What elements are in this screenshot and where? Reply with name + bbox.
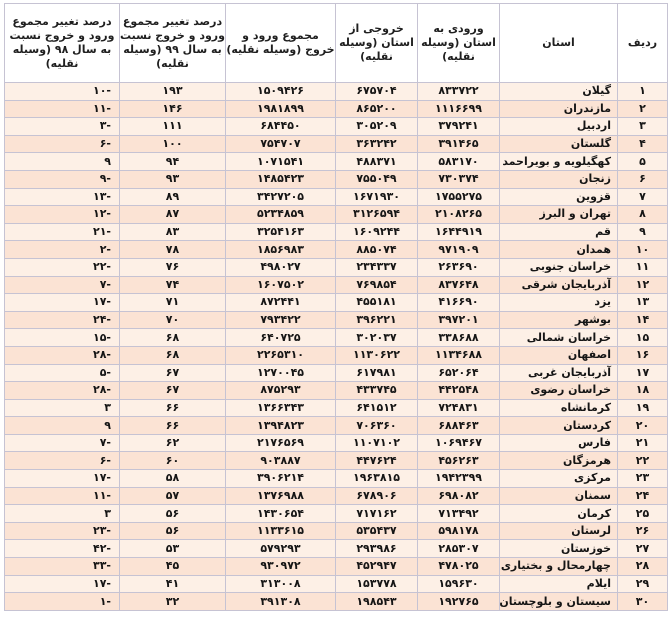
row-number-cell: ۲	[618, 100, 668, 118]
row-number-cell: ۱۰	[618, 241, 668, 259]
outbound-cell: ۴۵۲۹۴۷	[336, 558, 418, 576]
table-row	[5, 487, 668, 505]
province-cell: کرمانشاه	[500, 399, 618, 417]
change-98-cell: -۶	[5, 452, 120, 470]
change-99-cell: ۱۴۶	[120, 100, 226, 118]
province-cell: فارس	[500, 434, 618, 452]
province-cell: کردستان	[500, 417, 618, 435]
change-98-cell: -۱	[5, 593, 120, 611]
change-98-cell: -۴۲	[5, 540, 120, 558]
province-traffic-table	[4, 3, 668, 611]
inbound-cell: ۶۹۸۰۸۲	[418, 487, 500, 505]
change-98-cell: -۱۳	[5, 188, 120, 206]
province-cell: قزوین	[500, 188, 618, 206]
row-number-cell: ۳	[618, 118, 668, 136]
total-cell: ۸۷۵۲۹۳	[226, 382, 336, 400]
province-cell: لرستان	[500, 522, 618, 540]
outbound-cell: ۸۶۵۲۰۰	[336, 100, 418, 118]
province-cell: خراسان جنوبی	[500, 258, 618, 276]
change-98-cell: ۳	[5, 505, 120, 523]
inbound-cell: ۶۸۸۴۶۳	[418, 417, 500, 435]
province-cell: آذربایجان غربی	[500, 364, 618, 382]
outbound-cell: ۸۸۵۰۷۴	[336, 241, 418, 259]
change-98-cell: -۱۷	[5, 575, 120, 593]
inbound-cell: ۵۹۸۱۷۸	[418, 522, 500, 540]
table-row	[5, 241, 668, 259]
change-99-cell: ۹۴	[120, 153, 226, 171]
change-99-cell: ۷۱	[120, 294, 226, 312]
inbound-cell: ۴۷۸۰۲۵	[418, 558, 500, 576]
outbound-cell: ۱۵۳۷۷۸	[336, 575, 418, 593]
total-cell: ۹۳۰۹۷۲	[226, 558, 336, 576]
total-cell: ۱۴۳۰۶۵۴	[226, 505, 336, 523]
row-number-cell: ۱۴	[618, 311, 668, 329]
outbound-cell: ۶۱۷۹۸۱	[336, 364, 418, 382]
change-98-cell: -۵	[5, 364, 120, 382]
row-number-cell: ۱۵	[618, 329, 668, 347]
row-number-cell: ۲۱	[618, 434, 668, 452]
outbound-cell: ۳۶۳۲۴۲	[336, 135, 418, 153]
change-99-cell: ۴۵	[120, 558, 226, 576]
province-cell: هرمزگان	[500, 452, 618, 470]
change-98-cell: -۱۰	[5, 83, 120, 101]
table-row	[5, 276, 668, 294]
total-cell: ۱۹۸۱۸۹۹	[226, 100, 336, 118]
total-cell: ۵۲۳۴۸۵۹	[226, 206, 336, 224]
inbound-cell: ۶۵۲۰۶۴	[418, 364, 500, 382]
change-98-cell: -۲۱	[5, 223, 120, 241]
province-cell: خراسان رضوی	[500, 382, 618, 400]
total-cell: ۷۹۳۴۲۲	[226, 311, 336, 329]
inbound-cell: ۱۹۲۷۶۵	[418, 593, 500, 611]
province-cell: مرکزی	[500, 470, 618, 488]
outbound-cell: ۱۶۷۱۹۳۰	[336, 188, 418, 206]
change-99-cell: ۶۸	[120, 329, 226, 347]
row-number-cell: ۴	[618, 135, 668, 153]
outbound-cell: ۱۱۳۰۶۲۲	[336, 346, 418, 364]
inbound-cell: ۲۱۰۸۲۶۵	[418, 206, 500, 224]
change-98-cell: ۹	[5, 417, 120, 435]
outbound-cell: ۷۰۶۳۶۰	[336, 417, 418, 435]
row-number-cell: ۶	[618, 170, 668, 188]
table-row	[5, 135, 668, 153]
inbound-cell: ۱۰۶۹۴۶۷	[418, 434, 500, 452]
province-cell: قم	[500, 223, 618, 241]
total-cell: ۱۱۳۳۶۱۵	[226, 522, 336, 540]
row-number-cell: ۱۷	[618, 364, 668, 382]
outbound-cell: ۴۴۷۶۲۴	[336, 452, 418, 470]
inbound-cell: ۴۵۶۲۶۳	[418, 452, 500, 470]
change-98-cell: -۲۸	[5, 382, 120, 400]
change-98-cell: -۲	[5, 241, 120, 259]
table-row	[5, 258, 668, 276]
change-99-cell: ۸۷	[120, 206, 226, 224]
outbound-cell: ۱۹۶۳۸۱۵	[336, 470, 418, 488]
change-98-cell: ۹	[5, 153, 120, 171]
outbound-cell: ۴۳۳۷۴۵	[336, 382, 418, 400]
row-number-cell: ۱۹	[618, 399, 668, 417]
outbound-cell: ۷۶۹۸۵۴	[336, 276, 418, 294]
province-cell: اردبیل	[500, 118, 618, 136]
row-number-cell: ۵	[618, 153, 668, 171]
table-row	[5, 329, 668, 347]
inbound-cell: ۷۳۰۳۷۴	[418, 170, 500, 188]
total-cell: ۳۴۲۷۲۰۵	[226, 188, 336, 206]
header-inbound: ورودی به استان (وسیله نقلیه)	[418, 4, 500, 83]
change-98-cell: -۱۷	[5, 294, 120, 312]
total-cell: ۶۸۴۴۵۰	[226, 118, 336, 136]
change-98-cell: -۱۱	[5, 487, 120, 505]
inbound-cell: ۱۹۴۲۳۹۹	[418, 470, 500, 488]
table-row	[5, 100, 668, 118]
table-row	[5, 188, 668, 206]
outbound-cell: ۱۱۰۷۱۰۲	[336, 434, 418, 452]
province-cell: گیلان	[500, 83, 618, 101]
table-row	[5, 575, 668, 593]
header-change-99: درصد تغییر مجموع ورود و خروج نسبت به سال ۹۹ (وسیله نقلیه)	[120, 4, 226, 83]
row-number-cell: ۲۹	[618, 575, 668, 593]
header-province: استان	[500, 4, 618, 83]
province-cell: خراسان شمالی	[500, 329, 618, 347]
outbound-cell: ۴۸۸۳۷۱	[336, 153, 418, 171]
row-number-cell: ۲۵	[618, 505, 668, 523]
row-number-cell: ۷	[618, 188, 668, 206]
total-cell: ۱۳۷۶۹۸۸	[226, 487, 336, 505]
table-row	[5, 118, 668, 136]
total-cell: ۹۰۳۸۸۷	[226, 452, 336, 470]
table-row	[5, 399, 668, 417]
outbound-cell: ۳۰۲۰۳۷	[336, 329, 418, 347]
table-row	[5, 505, 668, 523]
province-cell: همدان	[500, 241, 618, 259]
change-98-cell: -۱۷	[5, 470, 120, 488]
table-row	[5, 206, 668, 224]
outbound-cell: ۳۰۵۲۰۹	[336, 118, 418, 136]
change-99-cell: ۶۶	[120, 399, 226, 417]
table-row	[5, 522, 668, 540]
inbound-cell: ۱۱۳۴۶۸۸	[418, 346, 500, 364]
inbound-cell: ۷۱۳۴۹۲	[418, 505, 500, 523]
change-98-cell: -۷	[5, 276, 120, 294]
change-98-cell: -۳۳	[5, 558, 120, 576]
change-99-cell: ۶۷	[120, 382, 226, 400]
total-cell: ۱۰۷۱۵۴۱	[226, 153, 336, 171]
province-cell: سمنان	[500, 487, 618, 505]
inbound-cell: ۲۸۵۳۰۷	[418, 540, 500, 558]
change-98-cell: ۳	[5, 399, 120, 417]
change-98-cell: -۱۲	[5, 206, 120, 224]
header-row-number: ردیف	[618, 4, 668, 83]
change-98-cell: -۷	[5, 434, 120, 452]
header-total: مجموع ورود و خروج (وسیله نقلیه)	[226, 4, 336, 83]
row-number-cell: ۲۳	[618, 470, 668, 488]
outbound-cell: ۲۳۴۳۳۷	[336, 258, 418, 276]
change-99-cell: ۶۰	[120, 452, 226, 470]
province-cell: تهران و البرز	[500, 206, 618, 224]
table-row	[5, 153, 668, 171]
row-number-cell: ۹	[618, 223, 668, 241]
province-cell: اصفهان	[500, 346, 618, 364]
total-cell: ۲۲۶۵۳۱۰	[226, 346, 336, 364]
table-row	[5, 311, 668, 329]
total-cell: ۴۹۸۰۲۷	[226, 258, 336, 276]
province-cell: آذربایجان شرقی	[500, 276, 618, 294]
total-cell: ۷۵۴۷۰۷	[226, 135, 336, 153]
inbound-cell: ۳۹۱۴۶۵	[418, 135, 500, 153]
change-99-cell: ۸۳	[120, 223, 226, 241]
change-99-cell: ۷۰	[120, 311, 226, 329]
table-row	[5, 470, 668, 488]
table-row	[5, 540, 668, 558]
outbound-cell: ۷۵۵۰۴۹	[336, 170, 418, 188]
change-99-cell: ۱۰۰	[120, 135, 226, 153]
province-cell: چهارمحال و بختیاری	[500, 558, 618, 576]
inbound-cell: ۳۹۷۲۰۱	[418, 311, 500, 329]
row-number-cell: ۸	[618, 206, 668, 224]
change-99-cell: ۸۹	[120, 188, 226, 206]
inbound-cell: ۴۴۲۵۴۸	[418, 382, 500, 400]
total-cell: ۱۵۰۹۴۲۶	[226, 83, 336, 101]
inbound-cell: ۱۵۹۶۳۰	[418, 575, 500, 593]
table-row	[5, 170, 668, 188]
province-cell: مازندران	[500, 100, 618, 118]
row-number-cell: ۲۸	[618, 558, 668, 576]
row-number-cell: ۳۰	[618, 593, 668, 611]
province-cell: زنجان	[500, 170, 618, 188]
outbound-cell: ۶۴۱۵۱۲	[336, 399, 418, 417]
province-cell: ایلام	[500, 575, 618, 593]
change-99-cell: ۶۶	[120, 417, 226, 435]
province-cell: بوشهر	[500, 311, 618, 329]
table-row	[5, 223, 668, 241]
outbound-cell: ۱۶۰۹۲۴۴	[336, 223, 418, 241]
inbound-cell: ۸۳۳۷۲۲	[418, 83, 500, 101]
total-cell: ۱۳۶۶۳۴۳	[226, 399, 336, 417]
change-98-cell: -۶	[5, 135, 120, 153]
change-98-cell: -۳	[5, 118, 120, 136]
total-cell: ۳۹۰۶۲۱۴	[226, 470, 336, 488]
total-cell: ۳۱۳۰۰۸	[226, 575, 336, 593]
inbound-cell: ۱۷۵۵۲۷۵	[418, 188, 500, 206]
change-99-cell: ۱۱۱	[120, 118, 226, 136]
table-header-row	[5, 4, 668, 83]
change-98-cell: -۲۴	[5, 311, 120, 329]
table-row	[5, 346, 668, 364]
total-cell: ۶۴۰۷۲۵	[226, 329, 336, 347]
change-99-cell: ۵۶	[120, 505, 226, 523]
change-99-cell: ۶۷	[120, 364, 226, 382]
change-99-cell: ۷۶	[120, 258, 226, 276]
inbound-cell: ۷۲۴۸۳۱	[418, 399, 500, 417]
total-cell: ۱۲۷۰۰۴۵	[226, 364, 336, 382]
total-cell: ۱۶۰۷۵۰۲	[226, 276, 336, 294]
change-99-cell: ۵۶	[120, 522, 226, 540]
table-row	[5, 83, 668, 101]
outbound-cell: ۳۱۲۶۵۹۴	[336, 206, 418, 224]
total-cell: ۵۷۹۲۹۳	[226, 540, 336, 558]
outbound-cell: ۲۹۳۹۸۶	[336, 540, 418, 558]
table-row	[5, 434, 668, 452]
change-99-cell: ۳۲	[120, 593, 226, 611]
inbound-cell: ۱۱۱۶۶۹۹	[418, 100, 500, 118]
inbound-cell: ۹۷۱۹۰۹	[418, 241, 500, 259]
table-row	[5, 452, 668, 470]
change-98-cell: -۲۳	[5, 522, 120, 540]
row-number-cell: ۲۷	[618, 540, 668, 558]
row-number-cell: ۲۲	[618, 452, 668, 470]
inbound-cell: ۱۶۴۴۹۱۹	[418, 223, 500, 241]
change-99-cell: ۵۸	[120, 470, 226, 488]
change-98-cell: -۲۲	[5, 258, 120, 276]
change-99-cell: ۶۲	[120, 434, 226, 452]
table-row	[5, 558, 668, 576]
total-cell: ۳۹۱۳۰۸	[226, 593, 336, 611]
outbound-cell: ۵۳۵۴۳۷	[336, 522, 418, 540]
table-row	[5, 294, 668, 312]
change-99-cell: ۹۳	[120, 170, 226, 188]
table-body	[5, 83, 668, 611]
table-row	[5, 382, 668, 400]
change-98-cell: -۱۱	[5, 100, 120, 118]
change-98-cell: -۹	[5, 170, 120, 188]
inbound-cell: ۳۷۹۲۴۱	[418, 118, 500, 136]
change-99-cell: ۶۸	[120, 346, 226, 364]
province-cell: کرمان	[500, 505, 618, 523]
inbound-cell: ۴۱۶۶۹۰	[418, 294, 500, 312]
header-change-98: درصد تغییر مجموع ورود و خروج نسبت به سال ۹۸ (وسیله نقلیه)	[5, 4, 120, 83]
total-cell: ۳۲۵۴۱۶۳	[226, 223, 336, 241]
province-cell: کهگیلویه و بویراحمد	[500, 153, 618, 171]
table-row	[5, 364, 668, 382]
outbound-cell: ۷۱۷۱۶۲	[336, 505, 418, 523]
change-98-cell: -۲۸	[5, 346, 120, 364]
province-cell: یزد	[500, 294, 618, 312]
row-number-cell: ۲۰	[618, 417, 668, 435]
row-number-cell: ۱۸	[618, 382, 668, 400]
inbound-cell: ۸۳۷۶۴۸	[418, 276, 500, 294]
province-cell: گلستان	[500, 135, 618, 153]
header-outbound: خروجی از استان (وسیله نقلیه)	[336, 4, 418, 83]
total-cell: ۱۴۸۵۴۲۳	[226, 170, 336, 188]
change-99-cell: ۵۷	[120, 487, 226, 505]
change-99-cell: ۴۱	[120, 575, 226, 593]
change-99-cell: ۷۴	[120, 276, 226, 294]
row-number-cell: ۱۶	[618, 346, 668, 364]
change-99-cell: ۱۹۳	[120, 83, 226, 101]
outbound-cell: ۶۷۸۹۰۶	[336, 487, 418, 505]
row-number-cell: ۲۶	[618, 522, 668, 540]
outbound-cell: ۳۹۶۲۲۱	[336, 311, 418, 329]
row-number-cell: ۱۲	[618, 276, 668, 294]
table-row	[5, 417, 668, 435]
inbound-cell: ۲۶۳۶۹۰	[418, 258, 500, 276]
total-cell: ۱۸۵۶۹۸۳	[226, 241, 336, 259]
total-cell: ۱۳۹۴۸۲۳	[226, 417, 336, 435]
province-cell: سیستان و بلوچستان	[500, 593, 618, 611]
row-number-cell: ۱۱	[618, 258, 668, 276]
outbound-cell: ۱۹۸۵۴۳	[336, 593, 418, 611]
change-98-cell: -۱۵	[5, 329, 120, 347]
change-99-cell: ۷۸	[120, 241, 226, 259]
statistics-table-container	[4, 3, 667, 611]
row-number-cell: ۱	[618, 83, 668, 101]
total-cell: ۸۷۲۴۴۱	[226, 294, 336, 312]
outbound-cell: ۶۷۵۷۰۴	[336, 83, 418, 101]
inbound-cell: ۳۳۸۶۸۸	[418, 329, 500, 347]
row-number-cell: ۱۳	[618, 294, 668, 312]
row-number-cell: ۲۴	[618, 487, 668, 505]
outbound-cell: ۴۵۵۱۸۱	[336, 294, 418, 312]
total-cell: ۲۱۷۶۵۶۹	[226, 434, 336, 452]
inbound-cell: ۵۸۳۱۷۰	[418, 153, 500, 171]
table-row	[5, 593, 668, 611]
province-cell: خوزستان	[500, 540, 618, 558]
change-99-cell: ۵۳	[120, 540, 226, 558]
